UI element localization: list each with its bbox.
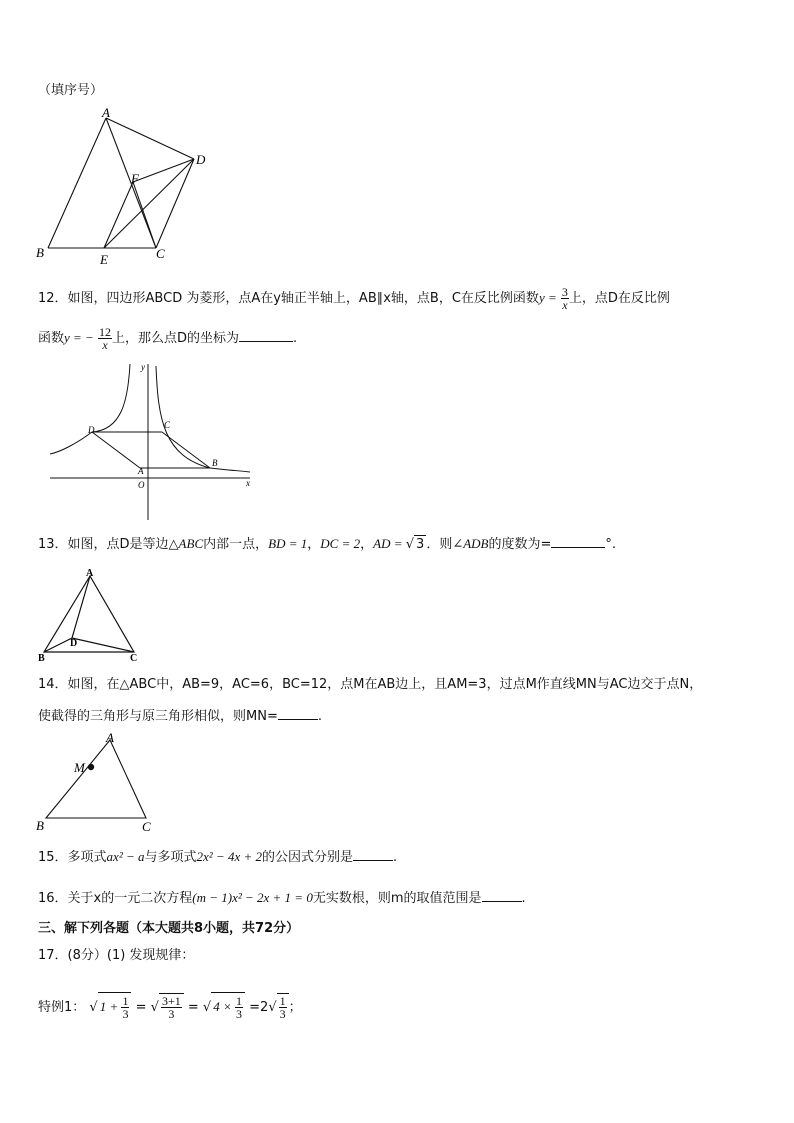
figure-q13: [34, 566, 144, 666]
fraction-1-3: $\frac{1}{3}$: [235, 994, 242, 1021]
label-D: D: [88, 425, 95, 435]
q12-line1: 12．如图，四边形ABCD 为菱形，点A在y轴正半轴上，AB∥x轴，点B，C在反比例函数y = $\frac{3}{x}$ 上，点D在反比例: [38, 285, 670, 312]
fraction-1-3: $\frac{1}{3}$: [279, 994, 286, 1021]
label-B: B: [36, 818, 44, 833]
q13-line: 13．如图，点D是等边△ABC内部一点，BD = 1，DC = 2，AD = √ 3 ．则∠ADB的度数为= °.: [38, 536, 617, 552]
label-M: M: [74, 760, 85, 775]
figure-q11: [30, 106, 230, 272]
label-O: O: [138, 480, 145, 490]
section-heading: 三、解下列各题（本大题共8小题，共72分）: [38, 921, 300, 936]
label-B: B: [38, 653, 45, 662]
figure-q12: [46, 360, 260, 528]
q12-line2: 函数y = − $\frac{12}{x}$ 上，那么点D的坐标为 .: [38, 325, 298, 352]
label-C: C: [130, 653, 138, 662]
label-A: A: [138, 466, 144, 476]
label-A: A: [102, 106, 110, 120]
label-D: D: [70, 638, 78, 649]
figure-q14: [34, 728, 164, 842]
q14-line1: 14．如图，在△ABC中，AB=9，AC=6，BC=12，点M在AB边上，且AM=3，过点M作直线MN与AC边交于点N，: [38, 677, 703, 692]
label-A: A: [106, 730, 114, 745]
label-F: F: [131, 171, 139, 186]
label-B: B: [212, 458, 218, 468]
label-B: B: [36, 245, 44, 260]
label-x: x: [246, 478, 250, 488]
answer-blank-q12[interactable]: [239, 329, 293, 342]
label-C: C: [156, 246, 165, 261]
label-A: A: [86, 568, 94, 579]
q14-line2: 使截得的三角形与原三角形相似，则MN= .: [38, 709, 322, 724]
q16-line: 16．关于x的一元二次方程(m − 1)x² − 2x + 1 = 0无实数根，则m的取值范围是 .: [38, 890, 526, 906]
q17-line1: 17．(8分）(1) 发现规律：: [38, 948, 195, 963]
fraction-1-3: $\frac{1}{3}$: [122, 994, 129, 1021]
answer-blank-q15[interactable]: [353, 848, 393, 861]
answer-blank-q16[interactable]: [482, 889, 522, 902]
label-D: D: [196, 152, 206, 167]
fraction-12-over-x: $\frac{12}{x}$: [98, 325, 111, 352]
fill-in-note: （填序号）: [38, 83, 104, 98]
point-M: [88, 764, 94, 770]
answer-blank-q13[interactable]: [551, 535, 605, 548]
label-E: E: [100, 252, 108, 267]
label-C: C: [164, 420, 171, 430]
fraction-3p1-3: $\frac{3+1}{3}$: [161, 994, 181, 1021]
fraction-3-over-x: $\frac{3}{x}$: [561, 285, 568, 312]
q15-line: 15．多项式ax² − a与多项式2x² − 4x + 2的公因式分别是 .: [38, 849, 398, 865]
q17-example1: 特例1： √ 1 + $\frac{1}{3}$ = √ $\frac{3+1}{3}$ = √ 4 × $\frac{1}{3}$ =2√ $\frac{1}{3}$ ；: [38, 994, 302, 1021]
answer-blank-q14[interactable]: [278, 707, 318, 720]
label-C: C: [142, 819, 151, 834]
label-y: y: [141, 362, 145, 372]
